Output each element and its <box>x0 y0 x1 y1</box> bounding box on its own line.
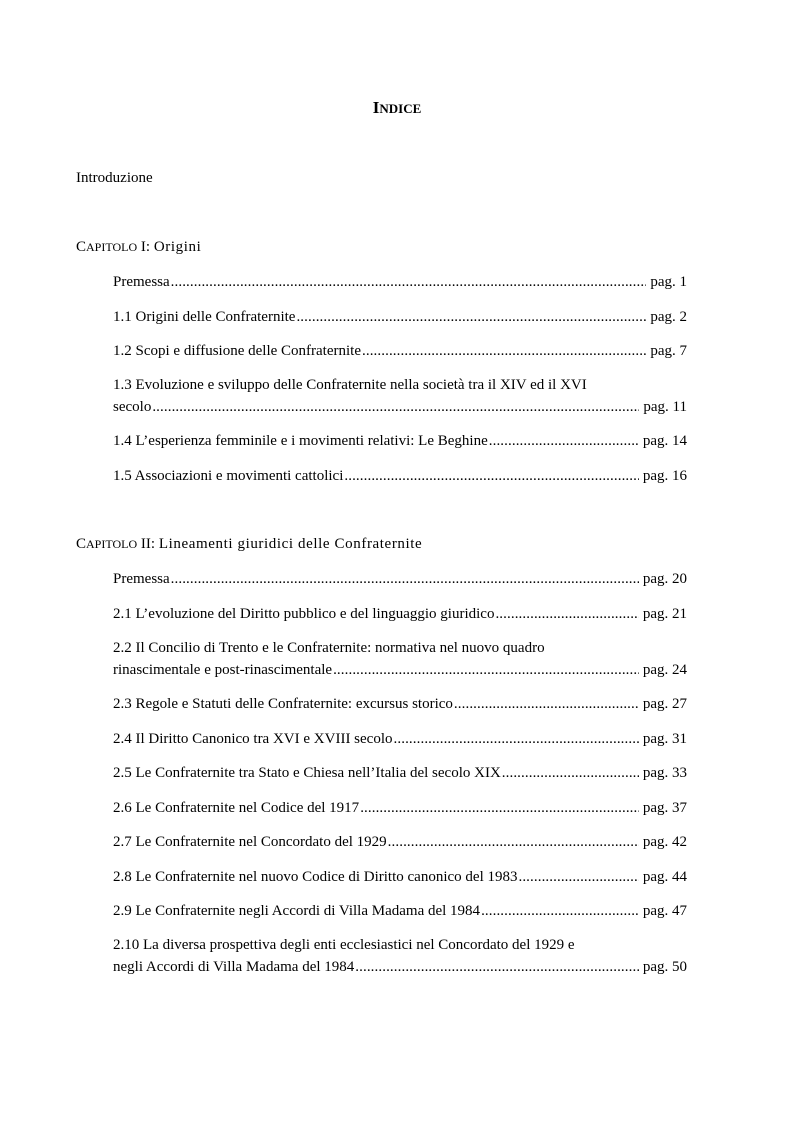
toc-entry[interactable] <box>113 693 687 715</box>
entry-text: 1.2 Scopi e diffusione delle Confraternite <box>113 343 361 359</box>
toc-entry[interactable] <box>113 340 687 362</box>
page-title <box>0 98 794 118</box>
entry-page: pag. 20 <box>642 571 687 587</box>
entry-page: pag. 24 <box>642 662 687 678</box>
entry-text-line1: 2.10 La diversa prospettiva degli enti ecclesiastici nel Concordato del 1929 e <box>113 937 575 953</box>
toc-entry[interactable] <box>113 637 687 681</box>
chapter-title: Lineamenti giuridici delle Confraternite <box>158 536 423 552</box>
entry-text: 2.7 Le Confraternite nel Concordato del 1929 <box>113 834 387 850</box>
chapter-label-rest: APITOLO <box>86 537 138 551</box>
entry-page: pag. 42 <box>642 834 687 850</box>
entry-text: 1.1 Origini delle Confraternite <box>113 309 296 325</box>
entry-text: negli Accordi di Villa Madama del 1984 <box>113 959 355 975</box>
dot-leader <box>362 340 646 362</box>
entry-text: secolo <box>113 399 152 415</box>
dot-leader <box>171 271 647 293</box>
entry-text: 1.5 Associazioni e movimenti cattolici <box>113 468 344 484</box>
entry-text: 2.1 L’evoluzione del Diritto pubblico e del linguaggio giuridico <box>113 606 495 622</box>
title-rest: NDICE <box>379 101 422 116</box>
entry-page: pag. 16 <box>642 468 687 484</box>
entry-page: pag. 31 <box>642 731 687 747</box>
entry-page: pag. 1 <box>650 274 687 290</box>
toc-entry[interactable] <box>113 797 687 819</box>
dot-leader <box>489 430 639 452</box>
chapter-label-initial: C <box>76 536 87 552</box>
toc-entry[interactable] <box>113 306 687 328</box>
entry-text: rinascimentale e post-rinascimentale <box>113 662 333 678</box>
dot-leader <box>355 956 639 978</box>
dot-leader <box>333 659 639 681</box>
chapter-label-initial: C <box>76 239 87 255</box>
entry-page: pag. 21 <box>642 606 687 622</box>
entry-page: pag. 33 <box>642 765 687 781</box>
toc-entry[interactable] <box>113 900 687 922</box>
title-initial: I <box>372 98 380 117</box>
chapter-2-heading <box>76 536 422 553</box>
toc-entry[interactable] <box>113 831 687 853</box>
dot-leader <box>296 306 646 328</box>
chapter-number: II: <box>137 536 159 552</box>
dot-leader <box>518 866 638 888</box>
chapter-title: Origini <box>153 239 202 255</box>
entry-page: pag. 14 <box>642 433 687 449</box>
entry-page: pag. 11 <box>643 399 687 415</box>
toc-entry[interactable] <box>113 728 687 750</box>
toc-entry[interactable] <box>113 374 687 418</box>
entry-text: Premessa <box>113 274 170 290</box>
entry-page: pag. 2 <box>650 309 687 325</box>
dot-leader <box>502 762 639 784</box>
entry-page: pag. 27 <box>642 696 687 712</box>
entry-text-line1: 2.2 Il Concilio di Trento e le Confraternite: normativa nel nuovo quadro <box>113 640 545 656</box>
toc-entry[interactable] <box>113 866 687 888</box>
dot-leader <box>388 831 639 853</box>
toc-entry[interactable] <box>113 934 687 978</box>
dot-leader <box>360 797 639 819</box>
entry-text: 2.6 Le Confraternite nel Codice del 1917 <box>113 800 360 816</box>
chapter-number: I: <box>137 239 154 255</box>
toc-entry[interactable] <box>113 465 687 487</box>
toc-entry[interactable] <box>113 568 687 590</box>
toc-entry[interactable] <box>113 430 687 452</box>
entry-text-line1: 1.3 Evoluzione e sviluppo delle Confraternite nella società tra il XIV ed il XVI <box>113 377 587 393</box>
entry-page: pag. 7 <box>650 343 687 359</box>
entry-page: pag. 47 <box>642 903 687 919</box>
toc-entry[interactable] <box>113 762 687 784</box>
entry-text: 2.8 Le Confraternite nel nuovo Codice di Diritto canonico del 1983 <box>113 869 518 885</box>
dot-leader <box>152 396 639 418</box>
dot-leader <box>394 728 639 750</box>
entry-page: pag. 44 <box>642 869 687 885</box>
dot-leader <box>481 900 639 922</box>
toc-entry[interactable] <box>113 271 687 293</box>
entry-text: Premessa <box>113 571 170 587</box>
chapter-label-rest: APITOLO <box>86 240 138 254</box>
entry-page: pag. 50 <box>642 959 687 975</box>
dot-leader <box>171 568 639 590</box>
entry-page: pag. 37 <box>642 800 687 816</box>
entry-text: 1.4 L’esperienza femminile e i movimenti relativi: Le Beghine <box>113 433 488 449</box>
chapter-1-heading <box>76 239 201 256</box>
introduction-heading: Introduzione <box>76 170 153 186</box>
dot-leader <box>495 603 638 625</box>
dot-leader <box>454 693 639 715</box>
entry-text: 2.4 Il Diritto Canonico tra XVI e XVIII secolo <box>113 731 393 747</box>
entry-text: 2.5 Le Confraternite tra Stato e Chiesa nell’Italia del secolo XIX <box>113 765 501 781</box>
entry-text: 2.9 Le Confraternite negli Accordi di Villa Madama del 1984 <box>113 903 481 919</box>
entry-text: 2.3 Regole e Statuti delle Confraternite: excursus storico <box>113 696 453 712</box>
toc-entry[interactable] <box>113 603 687 625</box>
dot-leader <box>344 465 638 487</box>
